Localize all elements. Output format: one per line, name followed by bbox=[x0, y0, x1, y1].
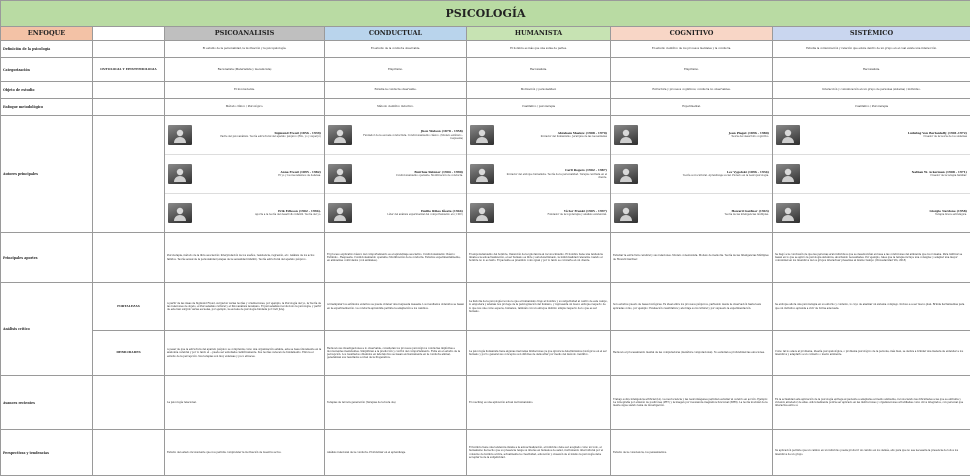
author-name: Jhon Watson (1878 - 1958) bbox=[356, 130, 463, 133]
author-description: Aporte a la teoría del desarrollo infantil. Teoría del yo. bbox=[196, 213, 321, 216]
cell-conductual: Terapias de tercera generación (Terapias de tercera ola) bbox=[325, 376, 467, 430]
author-list bbox=[165, 116, 324, 232]
row-debilidades bbox=[1, 331, 970, 376]
row-label: Análisis crítico bbox=[1, 283, 93, 376]
cell-conductual: Estudia la conducta observable. bbox=[325, 82, 467, 99]
author-name: Burrhus Skinner (1904 - 1990) bbox=[356, 171, 463, 174]
author-description: Creador de la terapia familiar. bbox=[804, 174, 967, 177]
cell-humanista: El coaching es una aplicación actual del humanismo. bbox=[467, 376, 611, 430]
row-label: Autores principales bbox=[1, 116, 93, 233]
header-blank bbox=[93, 27, 165, 41]
author-entry bbox=[611, 194, 772, 232]
cell-conductual: El estudio de la conducta observable. bbox=[325, 41, 467, 58]
author-photo bbox=[470, 164, 494, 184]
empty-cell bbox=[93, 41, 165, 58]
author-photo bbox=[776, 203, 800, 223]
empty-cell bbox=[93, 99, 165, 116]
row-definicion bbox=[1, 41, 970, 58]
row-objeto bbox=[1, 82, 970, 99]
author-entry bbox=[611, 116, 772, 155]
person-icon bbox=[332, 205, 348, 221]
person-icon bbox=[474, 127, 490, 143]
author-photo bbox=[168, 164, 192, 184]
cell-sistemico: Racionalista. bbox=[773, 58, 970, 82]
author-name: Carll Rogers (1902 - 1987) bbox=[498, 169, 607, 172]
cell-psicoanalisis bbox=[165, 116, 325, 233]
author-name: Giorgio Nardone (1958) bbox=[804, 210, 967, 213]
author-entry bbox=[467, 155, 610, 194]
cell-psicoanalisis: La psicología relacional. bbox=[165, 376, 325, 430]
author-description: Creador de la teoría de los sistemas bbox=[804, 135, 967, 138]
author-photo bbox=[470, 203, 494, 223]
cell-cognitivo: El estudio científico de los procesos mentales y la conducta. bbox=[611, 41, 773, 58]
author-entry bbox=[773, 194, 970, 232]
cell-conductual: Análisis relacional de la conducta. Profundizar en el aprendizaje. bbox=[325, 430, 467, 476]
author-name: Howard Gardner (1943) bbox=[642, 210, 769, 213]
row-label: Objeto de estudio bbox=[1, 82, 93, 99]
cell-cognitivo: Empirismo. bbox=[611, 58, 773, 82]
cell-humanista: Motivación y personalidad. bbox=[467, 82, 611, 99]
author-entry bbox=[611, 155, 772, 194]
cell-humanista: El hombre es más que una suma de partes. bbox=[467, 41, 611, 58]
cell-cognitivo bbox=[611, 116, 773, 233]
author-entry bbox=[165, 194, 324, 232]
cell-sistemico: Su aplicación permite que un cambio en un individuo pueda producir un cambio en los demás, ello para que no sea necesaria la presencia de todos los miembros de un grupo. bbox=[773, 430, 970, 476]
row-perspectivas bbox=[1, 430, 970, 476]
cell-conductual: El proceso explicativo básico del comportamiento es el aprendizaje asociativo. Condicionamiento Clásico: Estímulo - Respuesta. Condicionamiento operante; Modificación de la conducta. Estudios experimentalmente, en ambientes controlados (con animales). bbox=[325, 233, 467, 283]
empty-cell bbox=[93, 82, 165, 99]
row-metodologico bbox=[1, 99, 970, 116]
row-sublabel: ONTOLOGIA Y EPISTEMIOLOGIA bbox=[93, 58, 165, 82]
author-entry bbox=[467, 194, 610, 232]
author-entry bbox=[325, 116, 466, 155]
cell-cognitivo: Son estudios puesto de bases biológicas. Es ideal entre los procesos psíquicos, partiendo desde la observación hasta tesis aplicadas como, por ejemplo: Evaluación cuantitativa y abordaje sociocultural y por supuesto la experimentación. bbox=[611, 283, 773, 331]
author-entry bbox=[325, 155, 466, 194]
cell-cognitivo: Estudio de la consciencia, los pensamientos. bbox=[611, 430, 773, 476]
person-icon bbox=[780, 205, 796, 221]
author-name: Víctor Frankl (1905 - 1997) bbox=[498, 210, 607, 213]
row-label: Definición de la psicología bbox=[1, 41, 93, 58]
author-photo bbox=[470, 125, 494, 145]
author-description: Condicionamiento operante. Modificación de conducta. bbox=[356, 174, 463, 177]
cell-psicoanalisis: El inconsciente. bbox=[165, 82, 325, 99]
person-icon bbox=[172, 166, 188, 182]
author-description: Terapia breve estratégica. bbox=[804, 213, 967, 216]
cell-conductual: Método científico inductivo. bbox=[325, 99, 467, 116]
cell-psicoanalisis: Racionalista (Materialista y mecanicista) bbox=[165, 58, 325, 82]
cell-cognitivo: Trabajo sobre inteligencia artificial (IA). La neurociencia y las neuroimágenes permiten estudiar al cerebro en acción. Ejemplo: La tomografía por emisión de positrones (PET) y la imagen por resonancia magnética funcional (fMRI). La teoría modular de la mente sigue siendo tema de investigación. bbox=[611, 376, 773, 430]
author-description: Teoría del desarrollo cognitivo. bbox=[642, 135, 769, 138]
person-icon bbox=[332, 127, 348, 143]
author-description: Iniciador del enfoque humanista. Teoría de la personalidad. Terapia centrada en el cliente. bbox=[498, 173, 607, 179]
cell-psicoanalisis: A partir de las ideas de Sigmund Freud, surgieron varias teorías y orientaciones, por ejemplo, la Psicología del yo, la Teoría de las relaciones de objeto, el Psicoanálisis cultural y el Psicoanálisis lacaniano. El psicoanálisis revolucionó la psicología, y partir de este han surgido varias escuelas, por ejemplo, la escuela de psicología fundada por Carl Jung. bbox=[165, 283, 325, 331]
row-autores bbox=[1, 116, 970, 233]
person-icon bbox=[474, 205, 490, 221]
author-entry bbox=[773, 155, 970, 194]
row-label: Perspectivas y tendencias bbox=[1, 430, 93, 476]
author-list bbox=[773, 116, 970, 232]
cell-cognitivo: Reducen el procesamiento mental de las computadoras (metáfora computacional). No estudian a profundidad las emociones. bbox=[611, 331, 773, 376]
author-photo bbox=[776, 125, 800, 145]
author-name: Sigmund Freud (1856 - 1939) bbox=[196, 132, 321, 135]
row-label: Categorización bbox=[1, 58, 93, 82]
header-psicoanalisis: PSICOANALISIS bbox=[165, 27, 325, 41]
cell-psicoanalisis: Estudio del estado inconsciente que nos permite comprender la motivación de nuestros actos. bbox=[165, 430, 325, 476]
row-categorizacion bbox=[1, 58, 970, 82]
author-list bbox=[611, 116, 772, 232]
author-description: Fundador de la escuela conductista. Condicionamiento clásico. (Modelo estímulo - respuesta) bbox=[356, 134, 463, 140]
cell-sistemico: Cualitativo / Psicoterapia bbox=[773, 99, 970, 116]
author-photo bbox=[328, 125, 352, 145]
cell-sistemico: Estudia la comunicación y relación que existe dentro de un grupo en el cual existe una interacción. bbox=[773, 41, 970, 58]
author-photo bbox=[328, 164, 352, 184]
cell-conductual: Empirismo. bbox=[325, 58, 467, 82]
author-name: Erik Erikson (1902 - 1994). bbox=[196, 210, 321, 213]
cell-sistemico: Se llegó a la conclusión de que las personas eran individuos que se desenvolvían en base a las condiciones del ambiente que los rodeaba. Para ratificar se basan en lo que se aplicó la psicología sistémica, abordando necesidades. Por ejemplo, tales que la terapia incluye una consigna: y adaptar una mayor comunidad en los miembros de los grupos interactuar presentes al mismo tiempo (Cinvestavidad Vin, 2018) bbox=[773, 233, 970, 283]
cell-psicoanalisis: Psicoterapia, método de la libre asociación; Interpretación de los sueños, resistencia, regresión, etc. Análisis de los actos fallidos. Teoría sexual de la personalidad (etapas de la sexualidad infantil). Teoría estructural del aparato psíquico. bbox=[165, 233, 325, 283]
cell-cognitivo: Estructura y procesos cognitivos; conducta no observables. bbox=[611, 82, 773, 99]
cell-sistemico: Se enfoque ahora una psicoterapia en su entorno y contexto, lo cuyo de analizar un sistema complejo. Incluso a a ser nuevo plan. Brinda herramientas para que un individuo aprenda a vivir de forma adecuada. bbox=[773, 283, 970, 331]
author-name: Nathan W. Ackerman (1908 - 1971) bbox=[804, 171, 967, 174]
header-conductual: CONDUCTUAL bbox=[325, 27, 467, 41]
cell-sistemico: Como tal no ataca al problema, Idearía psicopatológica, o problema psicológico de la persona, más bien, se dedica a brindar una manera de entender a los miembros y adaptarlo a un contexto o medio ambiente. bbox=[773, 331, 970, 376]
author-photo bbox=[168, 203, 192, 223]
person-icon bbox=[172, 127, 188, 143]
cell-humanista bbox=[467, 116, 611, 233]
author-photo bbox=[614, 203, 638, 223]
row-label: Principales aportes bbox=[1, 233, 93, 283]
cell-cognitivo: Estudiar la estructura cerebral y sus relaciones. Modelo conexionista. Modelo de memoria. Teoría de las Inteligencias Múltiples de Howard Gardner. bbox=[611, 233, 773, 283]
person-icon bbox=[780, 127, 796, 143]
author-name: Lev Vygotski (1896 - 1934) bbox=[642, 171, 769, 174]
header-sistemico: SISTÉMICO bbox=[773, 27, 970, 41]
person-icon bbox=[618, 127, 634, 143]
author-description: Padre del psicoanálisis. Teoría estructural del aparato psíquico (Ello, yo y superyó) bbox=[196, 135, 321, 138]
author-entry bbox=[165, 116, 324, 155]
empty-cell bbox=[93, 430, 165, 476]
author-entry bbox=[325, 194, 466, 232]
author-list bbox=[467, 116, 610, 232]
author-name: Anna Freud (1895 - 1982) bbox=[196, 171, 321, 174]
cell-sistemico: En la actualidad esta aplicación de la psicología entrega al paciente a adaptarse al medio ambiente, reconociendo las dificultades a las que se enfrenta y viviendo alrededor de ellas. Adicionalmente podría ser aplicado en las instituciones y organizaciones arrodilladas como otros integrados, con personal que interactúa entre sí. bbox=[773, 376, 970, 430]
author-photo bbox=[614, 125, 638, 145]
person-icon bbox=[172, 205, 188, 221]
author-description: Fundador de la logoterapia y análisis existencial. bbox=[498, 213, 607, 216]
cell-conductual bbox=[325, 116, 467, 233]
cell-psicoanalisis: El estudio de la personalidad, la motivación y la psicopatología. bbox=[165, 41, 325, 58]
header-humanista: HUMANISTA bbox=[467, 27, 611, 41]
page-title: PSICOLOGÍA bbox=[1, 1, 970, 27]
cell-psicoanalisis: A pesar de que la estructura del aparato psíquico se comprende como una organización estable, esta se basa únicamente en la anatomía cerebral y por lo tanto el ...puede ser estudiada científicamente. Sus teorías carecen de fundamento. Enfoca el estudio de la percepción. Sus terapias son muy extensas y poco eficaces. bbox=[165, 331, 325, 376]
person-icon bbox=[618, 166, 634, 182]
person-icon bbox=[332, 166, 348, 182]
row-label: Avances recientes bbox=[1, 376, 93, 430]
empty-cell bbox=[93, 376, 165, 430]
cell-humanista: La historia de la psicología reconoce que el humanismo trajo al hombre y su subjetividad al centro de este campo, lo empodera y además nos protege de la patologización del humano, y representa un nuevo enfoque respecto de lo que nos une como especie, humanos, también con un enfoque distinto simple respecto de lo que es ser humano. bbox=[467, 283, 611, 331]
row-aportes bbox=[1, 233, 970, 283]
author-list bbox=[325, 116, 466, 232]
author-description: El yo y los mecanismos de defensa. bbox=[196, 174, 321, 177]
row-label: Enfoque metodológico bbox=[1, 99, 93, 116]
header-cognitivo: COGNITIVO bbox=[611, 27, 773, 41]
author-description: Teoría de las inteligencias múltiples. bbox=[642, 213, 769, 216]
row-sublabel-fortalezas: FORTALEZAS bbox=[93, 283, 165, 331]
cell-cognitivo: Experimental. bbox=[611, 99, 773, 116]
cell-humanista: La psicología humanista tiene algunas marcadas limitaciones ya que ignora la determinismos biológicos en el ser humano y por lo general sus conceptos son difíciles de demostrar por medio del método científico. bbox=[467, 331, 611, 376]
author-photo bbox=[776, 164, 800, 184]
author-name: Jean Piaget (1896 - 1980) bbox=[642, 132, 769, 135]
author-entry bbox=[773, 116, 970, 155]
cell-humanista: Racionalista. bbox=[467, 58, 611, 82]
person-icon bbox=[474, 166, 490, 182]
empty-cell bbox=[93, 233, 165, 283]
cell-sistemico: Interacción y comunicación en un grupo de personas (sistema) / individuo. bbox=[773, 82, 970, 99]
author-photo bbox=[328, 203, 352, 223]
person-icon bbox=[618, 205, 634, 221]
author-photo bbox=[168, 125, 192, 145]
author-entry bbox=[165, 155, 324, 194]
cell-humanista: Cualitativo / psicoterapia bbox=[467, 99, 611, 116]
header-enfoque: ENFOQUE bbox=[1, 27, 93, 41]
empty-cell bbox=[93, 116, 165, 233]
cell-conductual: Reducen sus investigaciones a lo observable, consideran los procesos psicológicos conductas implícitas e inconscientes inexistentes. Simplifican a la predicción y control del comportamiento. Evita en el estudio de la percepción. Los resultados obtenidos en laboratorios se basan exclusivamente en la conducta animal, generalizan sus resultados a nivel de la filogenética. bbox=[325, 331, 467, 376]
row-avances bbox=[1, 376, 970, 430]
cell-humanista: El hombre tiene una tendencia innata a la autoactualización, el individuo debe ser aceptado como un todo, el humanismo ha hecho que su presencia tenga su interés en humanos de salud, instrumento intercultural por el consumo de hombre a libre, actualmente la creatividad, educación y obsesión de sí mismo la psicología debe acceptar la de la subjetividad. bbox=[467, 430, 611, 476]
author-name: Emilio Ribes Iñesta (1944) bbox=[356, 210, 463, 213]
author-description: Iniciador del humanismo. Jerarquía de las necesidades bbox=[498, 135, 607, 138]
cell-sistemico bbox=[773, 116, 970, 233]
cell-humanista: El empoderamiento del hombre, transición de la ignorancia al reconocimiento. El hombre tiene una tendencia innata a la autoactualización, el ser humano es libre y autodeterminado, la individualidad relevante cuando el hombre no lo es tanto. El paciente es presidido como igual y por lo tanto se convierte en un cliente. bbox=[467, 233, 611, 283]
author-description: Teoría sociocultural. Aprendizaje social. Pionero en la neuropsicología. bbox=[642, 174, 769, 177]
person-icon bbox=[780, 166, 796, 182]
author-entry bbox=[467, 116, 610, 155]
author-name: Ludwing Von Bertanlaffy (1901-1972) bbox=[804, 132, 967, 135]
cell-conductual: Al manipular los estímulos externos se puede obtener una respuesta deseada. Los resultados obtenidos se basan en la experimentación. La conducta aprendida permite la adaptación a los cambios. bbox=[325, 283, 467, 331]
author-photo bbox=[614, 164, 638, 184]
row-fortalezas bbox=[1, 283, 970, 331]
row-sublabel-debilidades: DEBILIDADES bbox=[93, 331, 165, 376]
author-name: Abraham Maslow (1908 - 1970) bbox=[498, 132, 607, 135]
cell-psicoanalisis: Método clínico / Psicológico. bbox=[165, 99, 325, 116]
author-description: Líder del análisis experimental del comportamiento en (1 SIC) bbox=[356, 213, 463, 216]
